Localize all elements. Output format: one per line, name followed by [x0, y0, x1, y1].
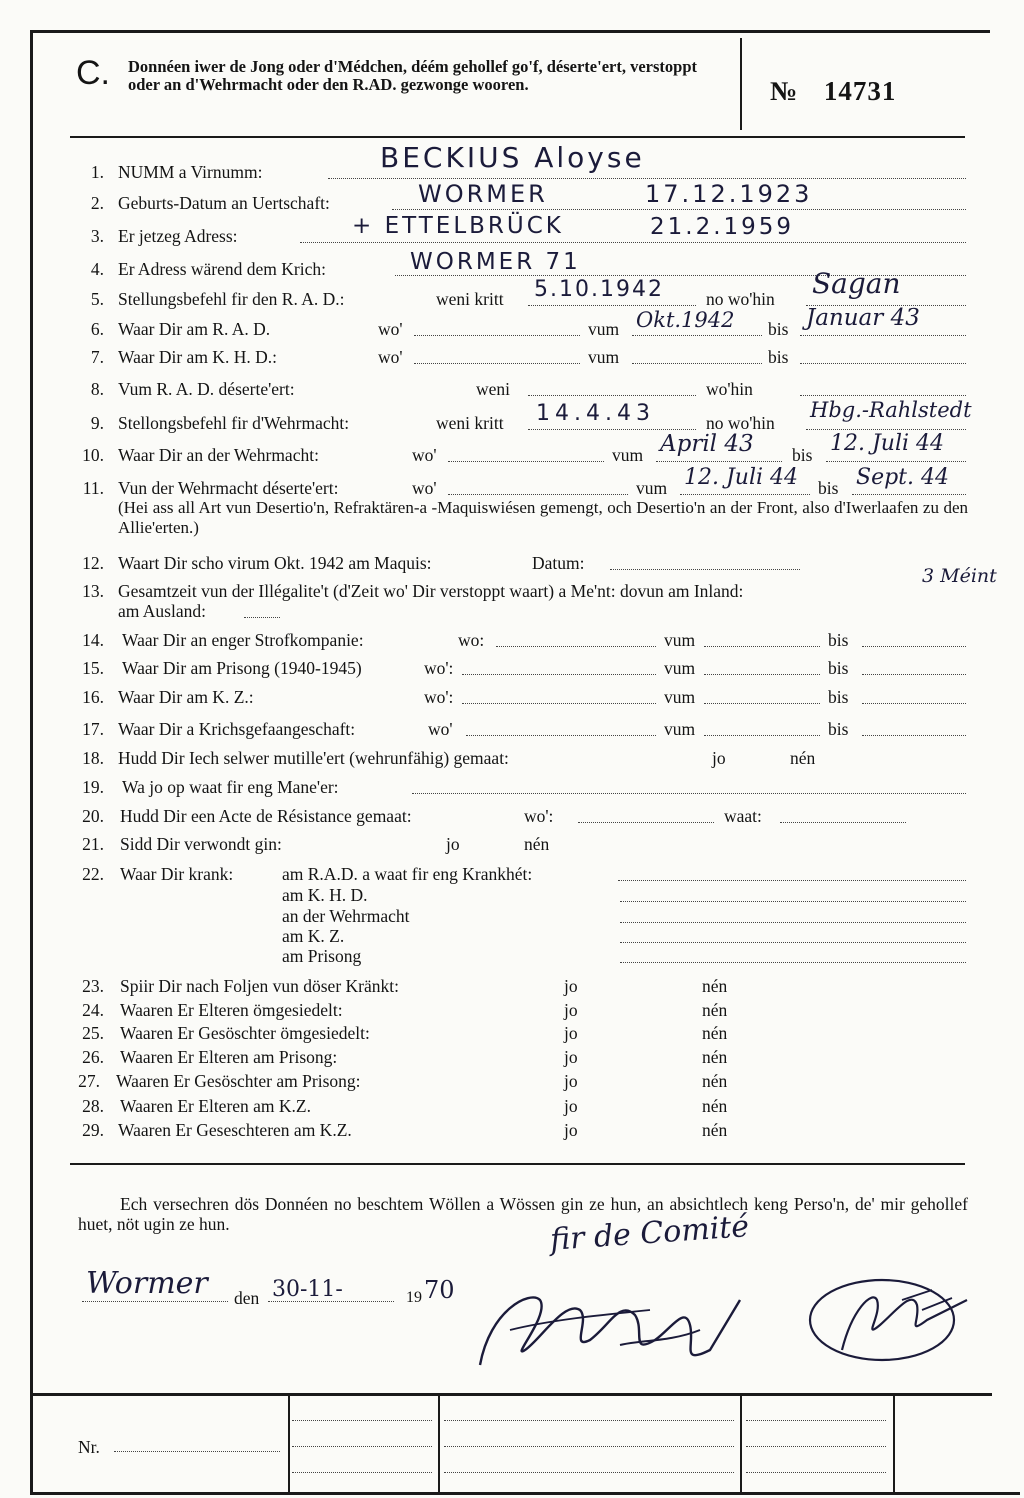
field-6-from-line [632, 335, 762, 336]
field-13-inland-value[interactable]: 3 Méint [922, 565, 997, 587]
field-2-number: 2. [90, 193, 104, 213]
field-10-to[interactable]: 12. Juli 44 [830, 431, 945, 456]
field-12-number: 12. [82, 553, 104, 573]
field-3-date[interactable]: 21.2.1959 [650, 214, 795, 240]
field-10-from[interactable]: April 43 [660, 431, 754, 457]
footer-col-4 [893, 1395, 895, 1492]
field-22-khd-line [620, 901, 966, 902]
signing-date[interactable]: 30-11- [272, 1277, 343, 1302]
footer-cell-line-8 [746, 1446, 886, 1447]
field-13-label: Gesamtzeit vun der Illégalite't (d'Zeit wo' Dir verstoppt waart) a Me'nt: dovun am Inland: [118, 581, 744, 601]
field-5-where-label: no wo'hin [706, 289, 775, 309]
field-22-wehrmacht-line [620, 922, 966, 923]
field-16-to-line [862, 703, 966, 704]
field-23-number: 23. [82, 976, 104, 996]
field-17-from-line [704, 735, 820, 736]
field-11-note: (Hei ass all Art vun Desertio'n, Refraktären-a -Maquiswiésen gemengt, och Desertio'n an der Front, also d'Iwerlaafen zu den Allie'erten.) [118, 498, 968, 537]
field-11-to-label: bis [818, 478, 839, 498]
field-7-from-label: vum [588, 347, 620, 367]
footer-cell-line-5 [444, 1446, 734, 1447]
field-11-from-line [680, 494, 810, 495]
field-13-number: 13. [82, 581, 104, 601]
field-6-to-line [800, 335, 966, 336]
field-9-when-label: weni kritt [436, 413, 504, 433]
field-7-to-label: bis [768, 347, 789, 367]
field-9-where-label: no wo'hin [706, 413, 775, 433]
header-divider [740, 38, 742, 130]
field-20-what-line [780, 822, 906, 823]
field-6-to[interactable]: Januar 43 [806, 305, 920, 331]
field-22-prisong-line [620, 962, 966, 963]
footer-nr-label: Nr. [78, 1437, 100, 1457]
field-5-label: Stellungsbefehl fir den R. A. D.: [118, 289, 345, 309]
field-25-number: 25. [82, 1023, 104, 1043]
field-10-from-label: vum [612, 445, 644, 465]
field-14-label: Waar Dir an enger Strofkompanie: [122, 630, 364, 650]
footer-cell-line-6 [444, 1472, 734, 1473]
field-18-number: 18. [82, 748, 104, 768]
field-14-to-line [862, 646, 966, 647]
footer-cell-line-1 [292, 1420, 432, 1421]
field-9-label: Stellongsbefehl fir d'Wehrmacht: [118, 413, 350, 433]
field-9-place[interactable]: Hbg.-Rahlstedt [810, 398, 972, 422]
field-11-from-label: vum [636, 478, 668, 498]
field-21-no[interactable]: nén [524, 834, 550, 854]
field-25-yes[interactable]: jo [564, 1023, 578, 1043]
for-committee-handwriting: fir de Comité [548, 1209, 751, 1258]
field-15-number: 15. [82, 658, 104, 678]
place-line [82, 1301, 228, 1302]
field-7-where-line [414, 363, 580, 364]
field-23-yes[interactable]: jo [564, 976, 578, 996]
field-21-yes[interactable]: jo [446, 834, 460, 854]
field-15-to-line [862, 674, 966, 675]
field-2-label: Geburts-Datum an Uertschaft: [118, 193, 330, 213]
field-26-label: Waaren Er Elteren am Prisong: [120, 1047, 338, 1067]
field-28-yes[interactable]: jo [564, 1096, 578, 1116]
header-intro-text: Donnéen iwer de Jong oder d'Médchen, déém gehollef go'f, déserte'ert, verstoppt oder an d'Wehrmacht oder den R.AD. gezwonge wooren. [128, 57, 698, 94]
field-16-from-label: vum [664, 687, 696, 707]
field-10-where-line [448, 461, 604, 462]
field-10-from-line [656, 461, 782, 462]
field-17-to-label: bis [828, 719, 849, 739]
field-8-where-label: wo'hin [706, 379, 753, 399]
field-6-to-label: bis [768, 319, 789, 339]
field-22-khd-label: am K. H. D. [282, 885, 368, 905]
field-6-where-label: wo' [378, 319, 403, 339]
field-17-where-label: wo' [428, 719, 453, 739]
field-11-to-line [852, 494, 966, 495]
field-25-no[interactable]: nén [702, 1023, 728, 1043]
field-14-from-line [704, 646, 820, 647]
field-9-date[interactable]: 14.4.43 [536, 401, 655, 426]
field-6-number: 6. [90, 319, 104, 339]
field-7-label: Waar Dir am K. H. D.: [118, 347, 277, 367]
field-17-to-line [862, 735, 966, 736]
footer-cell-line-2 [292, 1446, 432, 1447]
field-18-yes[interactable]: jo [712, 748, 726, 768]
field-15-where-label: wo': [424, 658, 454, 678]
field-24-yes[interactable]: jo [564, 1000, 578, 1020]
field-7-number: 7. [90, 347, 104, 367]
field-22-kz-label: am K. Z. [282, 926, 345, 946]
field-4-label: Er Adress wärend dem Krich: [118, 259, 326, 279]
field-19-line [412, 793, 966, 794]
footer-col-3 [740, 1395, 742, 1492]
field-14-from-label: vum [664, 630, 696, 650]
field-25-label: Waaren Er Gesöschter ömgesiedelt: [120, 1023, 370, 1043]
field-11-where-label: wo' [412, 478, 437, 498]
header-bottom-rule [70, 136, 965, 138]
number-sign: № [770, 76, 799, 106]
field-20-where-line [578, 822, 714, 823]
footer-col-2 [438, 1395, 440, 1492]
field-15-where-line [462, 674, 656, 675]
field-18-label: Hudd Dir Iech selwer mutille'ert (wehrunfähig) gemaat: [118, 748, 509, 768]
field-11-label: Vun der Wehrmacht déserte'ert: [118, 478, 339, 498]
frame-top-border [30, 30, 990, 33]
field-10-to-line [826, 461, 966, 462]
field-26-no[interactable]: nén [702, 1047, 728, 1067]
declaration-top-rule [70, 1163, 965, 1165]
field-10-label: Waar Dir an der Wehrmacht: [118, 445, 319, 465]
field-22-rad-line [618, 880, 966, 881]
field-11-from[interactable]: 12. Juli 44 [684, 465, 799, 490]
field-20-where-label: wo': [524, 806, 554, 826]
date-den-label: den [234, 1288, 260, 1308]
field-28-label: Waaren Er Elteren am K.Z. [120, 1096, 311, 1116]
field-4-value[interactable]: WORMER 71 [410, 249, 581, 275]
field-12-date-line [610, 569, 800, 570]
second-signature [802, 1270, 982, 1370]
field-27-number: 27. [78, 1071, 100, 1091]
field-11-number: 11. [82, 478, 104, 498]
field-22-number: 22. [82, 864, 104, 884]
field-5-number: 5. [90, 289, 104, 309]
field-10-to-label: bis [792, 445, 813, 465]
field-8-where-line [800, 395, 966, 396]
field-14-number: 14. [82, 630, 104, 650]
footer-cell-line-9 [746, 1472, 886, 1473]
field-19-number: 19. [82, 777, 104, 797]
field-28-number: 28. [82, 1096, 104, 1116]
field-22-label: Waar Dir krank: [120, 864, 234, 884]
field-29-number: 29. [82, 1120, 104, 1140]
field-3-address[interactable]: + ETTELBRÜCK [352, 213, 564, 239]
field-21-number: 21. [82, 834, 104, 854]
field-10-where-label: wo' [412, 445, 437, 465]
field-22-wehrmacht-label: an der Wehrmacht [282, 906, 410, 926]
year-handwritten[interactable]: 70 [424, 1276, 455, 1304]
section-letter: C. [76, 54, 110, 92]
field-9-number: 9. [90, 413, 104, 433]
field-29-yes[interactable]: jo [564, 1120, 578, 1140]
field-15-label: Waar Dir am Prisong (1940-1945) [122, 658, 362, 678]
frame-left-border [30, 30, 33, 1495]
field-24-number: 24. [82, 1000, 104, 1020]
field-17-from-label: vum [664, 719, 696, 739]
field-8-number: 8. [90, 379, 104, 399]
field-21-label: Sidd Dir verwondt gin: [120, 834, 282, 854]
field-2-place[interactable]: WORMER [418, 180, 548, 208]
field-3-label: Er jetzeg Adress: [118, 226, 238, 246]
field-16-to-label: bis [828, 687, 849, 707]
field-23-no[interactable]: nén [702, 976, 728, 996]
year-prefix: 19 [406, 1289, 422, 1306]
field-1-label: NUMM a Virnumm: [118, 162, 263, 182]
footer-cell-line-7 [746, 1420, 886, 1421]
field-20-what-label: waat: [724, 806, 762, 826]
field-22-kz-line [620, 942, 966, 943]
field-16-where-line [462, 703, 656, 704]
field-27-no[interactable]: nén [702, 1071, 728, 1091]
field-15-to-label: bis [828, 658, 849, 678]
field-1-line [328, 178, 966, 179]
field-14-where-label: wo: [458, 630, 485, 650]
field-5-place[interactable]: Sagan [812, 267, 901, 300]
field-23-label: Spiir Dir nach Foljen vun döser Kränkt: [120, 976, 399, 996]
field-17-number: 17. [82, 719, 104, 739]
field-4-number: 4. [90, 259, 104, 279]
field-12-date-label: Datum: [532, 553, 585, 573]
field-16-number: 16. [82, 687, 104, 707]
field-19-label: Wa jo op waat fir eng Mane'er: [122, 777, 339, 797]
form-number [770, 76, 896, 107]
field-29-label: Waaren Er Geseschteren am K.Z. [118, 1120, 352, 1140]
field-3-line [300, 242, 966, 243]
field-6-label: Waar Dir am R. A. D. [118, 319, 271, 339]
field-2-line [392, 209, 966, 210]
field-10-number: 10. [82, 445, 104, 465]
field-6-where-line [414, 335, 580, 336]
field-26-yes[interactable]: jo [564, 1047, 578, 1067]
field-12-label: Waart Dir scho virum Okt. 1942 am Maquis: [118, 553, 432, 573]
footer-top-rule [30, 1393, 992, 1396]
field-15-from-label: vum [664, 658, 696, 678]
field-5-when-line [528, 305, 696, 306]
field-1-number: 1. [90, 162, 104, 182]
field-8-when-label: weni [476, 379, 511, 399]
field-16-where-label: wo': [424, 687, 454, 707]
field-20-number: 20. [82, 806, 104, 826]
field-5-when-label: weni kritt [436, 289, 504, 309]
signing-place[interactable]: Wormer [86, 1266, 208, 1301]
form-number-value: 14731 [823, 76, 897, 106]
field-8-label: Vum R. A. D. déserte'ert: [118, 379, 295, 399]
field-13-abroad-line [244, 617, 280, 618]
frame-bottom-border [30, 1492, 1020, 1495]
field-24-no[interactable]: nén [702, 1000, 728, 1020]
footer-nr-line [114, 1451, 280, 1452]
field-7-to-line [800, 363, 966, 364]
field-5-date[interactable]: 5.10.1942 [534, 277, 664, 302]
field-16-from-line [704, 703, 820, 704]
field-11-where-line [448, 494, 628, 495]
footer-cell-line-3 [292, 1472, 432, 1473]
field-13-abroad-label: am Ausland: [118, 601, 206, 621]
field-18-no[interactable]: nén [790, 748, 816, 768]
field-22-rad-label: am R.A.D. a waat fir eng Krankhét: [282, 864, 533, 884]
field-8-when-line [528, 395, 696, 396]
declaration-text: Ech versechren dös Donnéen no beschtem Wöllen a Wössen gin ze hun, an absichtlech keng Perso'n, de' mir gehollef huet, nöt ugin ze hun. [78, 1194, 968, 1234]
field-26-number: 26. [82, 1047, 104, 1067]
field-9-where-line [806, 429, 966, 430]
field-9-when-line [528, 429, 696, 430]
field-15-from-line [704, 674, 820, 675]
field-17-where-line [466, 735, 656, 736]
field-2-date[interactable]: 17.12.1923 [645, 180, 813, 208]
field-28-no[interactable]: nén [702, 1096, 728, 1116]
field-14-where-line [496, 646, 656, 647]
field-27-yes[interactable]: jo [564, 1071, 578, 1091]
field-3-number: 3. [90, 226, 104, 246]
field-20-label: Hudd Dir een Acte de Résistance gemaat: [120, 806, 412, 826]
committee-signature [470, 1270, 770, 1380]
field-14-to-label: bis [828, 630, 849, 650]
field-22-prisong-label: am Prisong [282, 946, 362, 966]
field-6-from-label: vum [588, 319, 620, 339]
field-16-label: Waar Dir am K. Z.: [118, 687, 254, 707]
field-11-to[interactable]: Sept. 44 [856, 465, 949, 490]
field-24-label: Waaren Er Elteren ömgesiedelt: [120, 1000, 343, 1020]
field-6-from[interactable]: Okt.1942 [636, 308, 735, 332]
field-17-label: Waar Dir a Krichsgefaangeschaft: [118, 719, 356, 739]
field-27-label: Waaren Er Gesöschter am Prisong: [116, 1071, 361, 1091]
footer-cell-line-4 [444, 1420, 734, 1421]
field-1-value[interactable]: BECKIUS Aloyse [380, 141, 645, 174]
field-29-no[interactable]: nén [702, 1120, 728, 1140]
footer-col-1 [288, 1395, 290, 1492]
field-7-from-line [632, 363, 762, 364]
field-7-where-label: wo' [378, 347, 403, 367]
